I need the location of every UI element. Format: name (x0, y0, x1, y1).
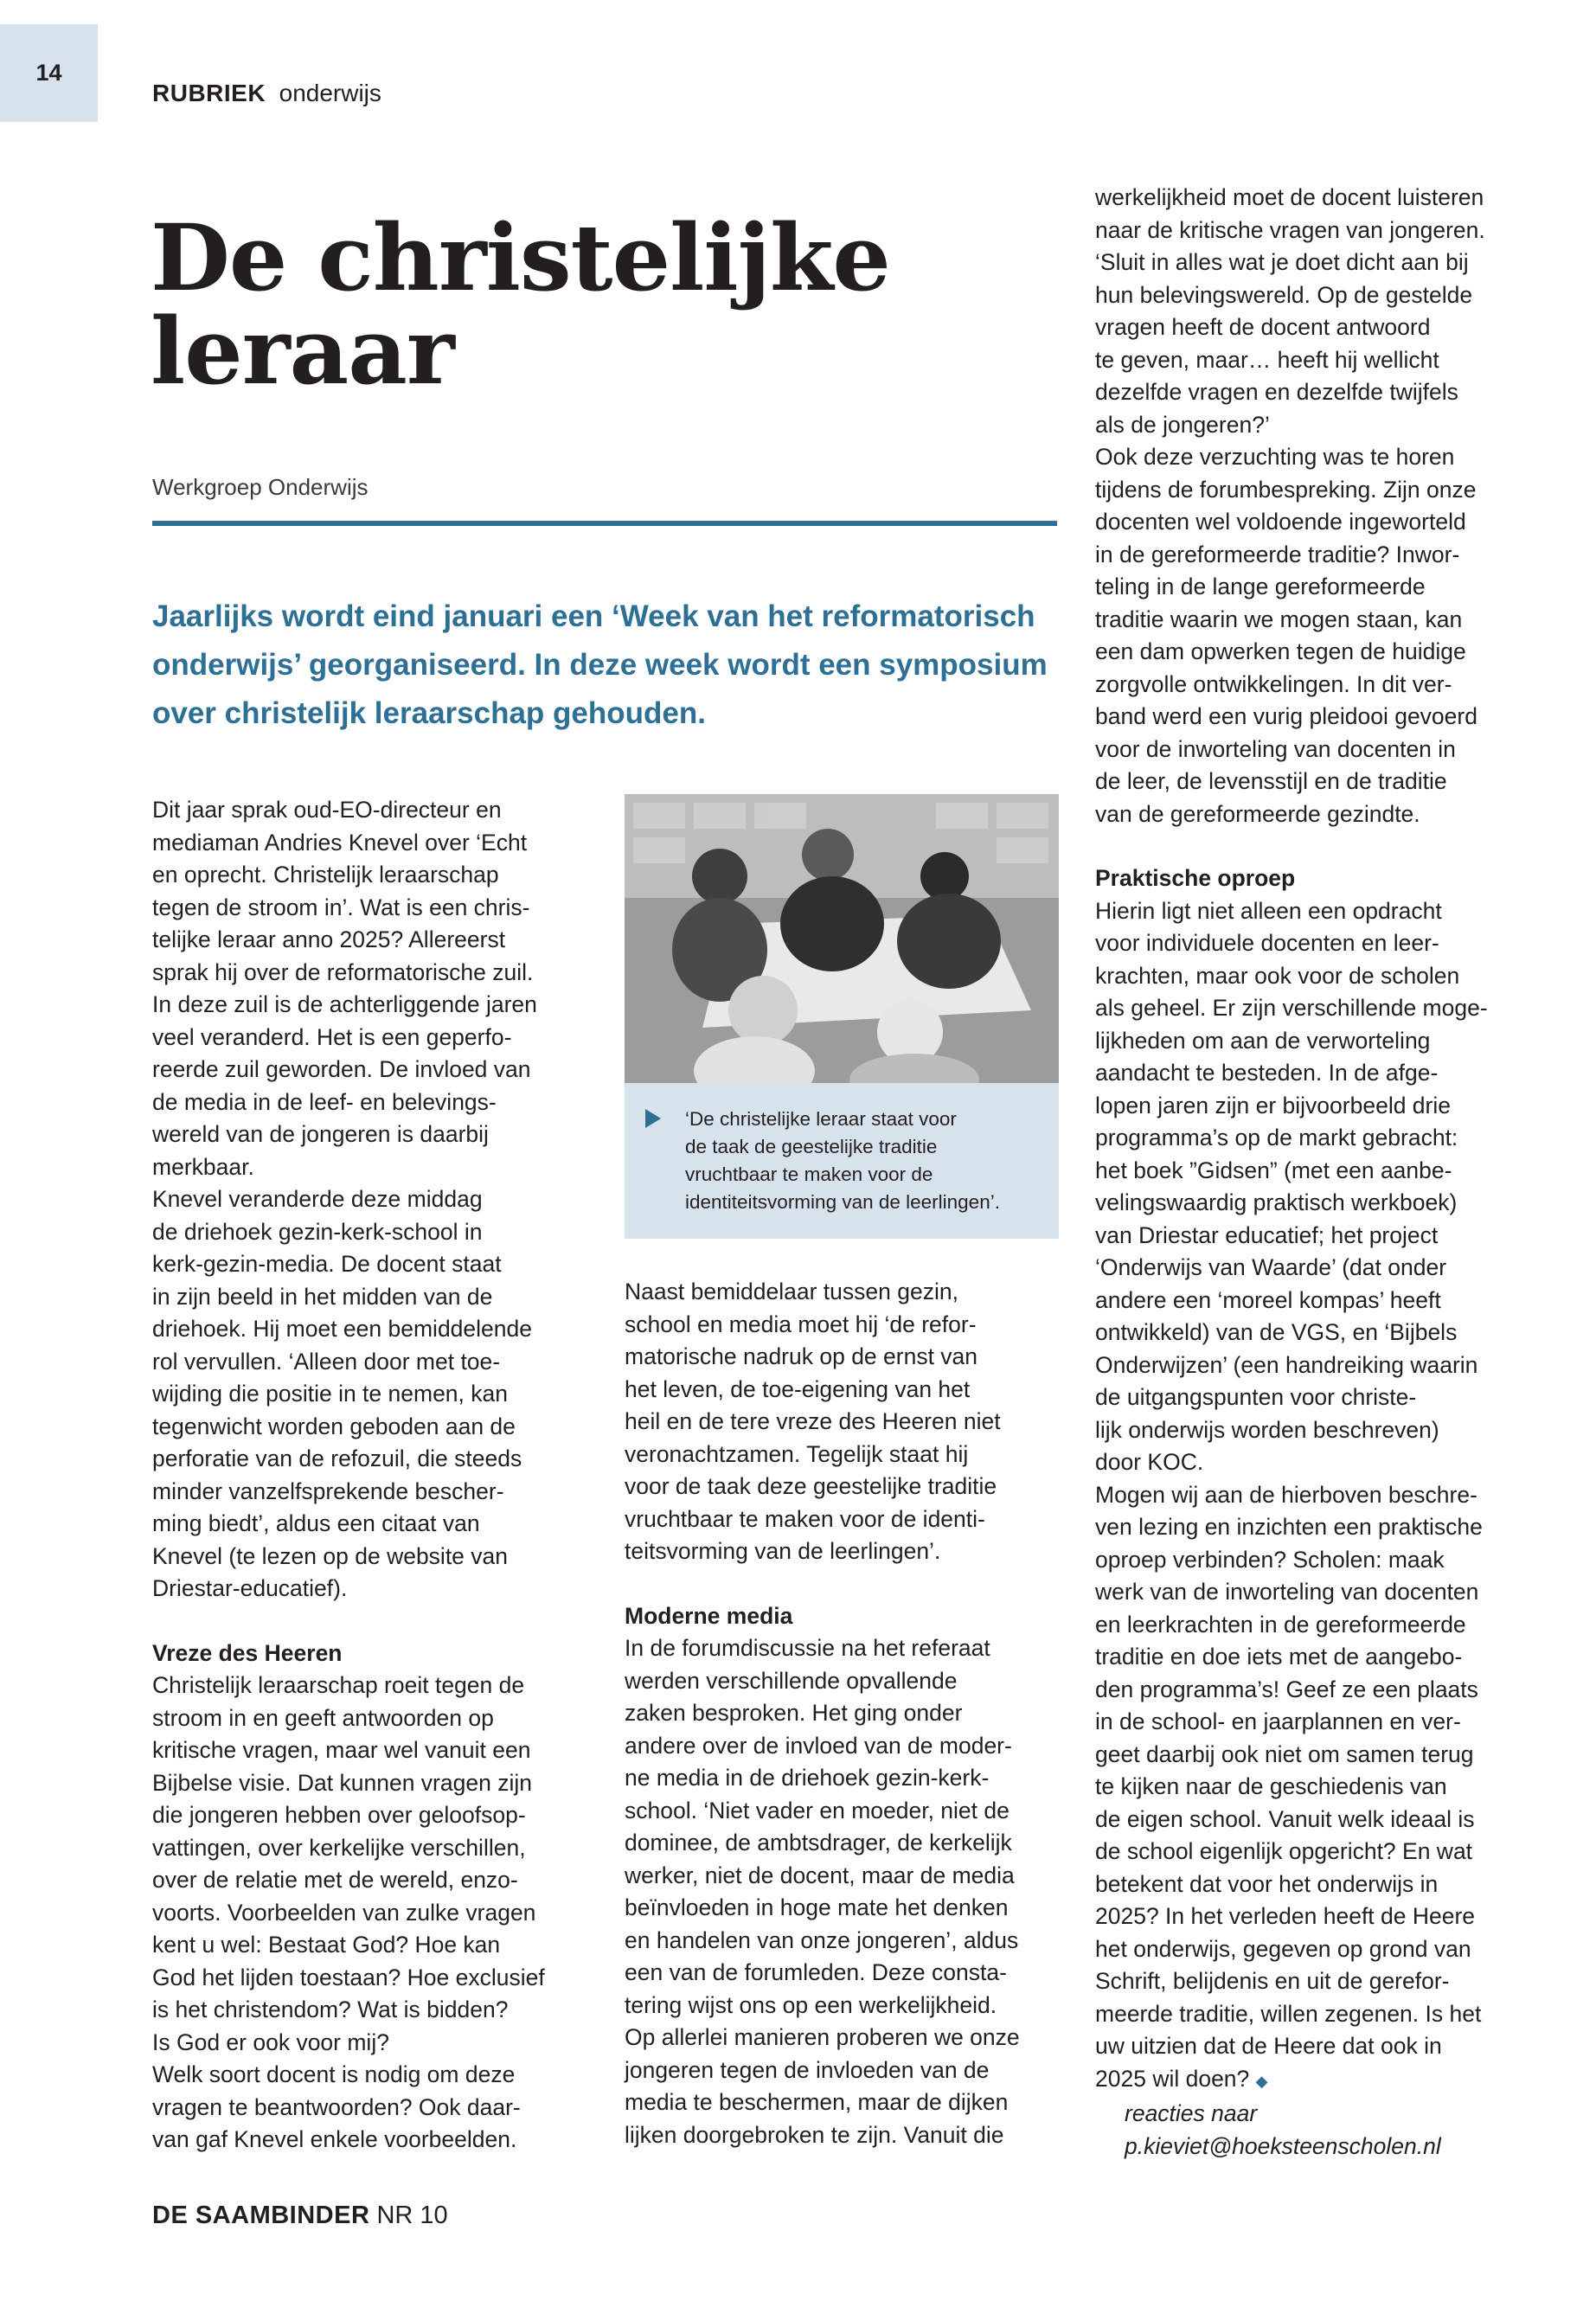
body-paragraph: Ook deze verzuchting was te horen tijdens de forumbespreking. Zijn onze docenten wel voldoende ingeworteld in de gereformeerde traditie? Inwor- teling in de lange gereformeerde traditie waarin we mogen staan, kan een dam opwerken tegen de huidige zorgvolle ontwikkelingen. In dit ver- band werd een vurig pleidooi gevoerd voor de inworteling van docenten in de leer, de levensstijl en de traditie van de gereformeerde gezindte. (1095, 444, 1477, 827)
column-2 (625, 1276, 1074, 2151)
photo-caption-text: ‘De christelijke leraar staat voor de taak de geestelijke traditie vruchtbaar te maken voor de identiteitsvorming van de leerlingen’. (685, 1108, 1000, 1213)
footer-magazine (152, 2202, 448, 2230)
body-paragraph: Naast bemiddelaar tussen gezin, school en media moet hij ‘de refor- matorische nadruk op de ernst van het leven, de toe-eigening van het heil en de tere vreze des Heeren niet veronachtzamen. Tegelijk staat hij voor de taak deze geestelijke traditie vruchtbaar te maken voor de identi- teitsvorming van de leerlingen’. (625, 1279, 1001, 1564)
lead-paragraph: Jaarlijks wordt eind januari een ‘Week van het reformatorisch onderwijs’ georganiseerd. In deze week wordt een symposium over christelijk leraarschap gehouden. (152, 599, 1048, 730)
reply-label: reacties naar (1125, 2100, 1258, 2126)
body-paragraph: Dit jaar sprak oud-EO-directeur en mediaman Andries Knevel over ‘Echt en oprecht. Christelijk leraarschap tegen de stroom in’. Wat is een chris- telijke leraar anno 2025? Allereerst sprak hij over de reformatorische zuil. In deze zuil is de achterliggende jaren veel veranderd. Het is een geperfo- reerde zuil geworden. De invloed van de media in de leef- en belevings- wereld van de jongeren is daarbij merkbaar. (152, 797, 537, 1180)
column-3 (1095, 182, 1545, 2163)
column-1 (152, 794, 602, 2157)
body-paragraph: Knevel veranderde deze middag de driehoek gezin-kerk-school in kerk-gezin-media. De docent staat in zijn beeld in het midden van de driehoek. Hij moet een bemiddelende rol vervullen. ‘Alleen door met toe- wijding die positie in te nemen, kan tegenwicht worden geboden aan de perforatie van de refozuil, die steeds minder vanzelfsprekende bescher- ming biedt’, aldus een citaat van Knevel (te lezen op de website van Driestar-educatief). (152, 1186, 532, 1601)
body-paragraph: Welk soort docent is nodig om deze vragen te beantwoorden? Ook daar- van gaf Knevel enkele voorbeelden. (152, 2061, 521, 2152)
page-number (0, 24, 98, 122)
section-label-prefix: RUBRIEK (152, 80, 266, 106)
body-paragraph-final (1095, 1479, 1545, 2099)
title-divider (152, 521, 1057, 526)
issue-number: NR 10 (376, 2202, 448, 2229)
body-paragraph: werkelijkheid moet de docent luisteren naar de kritische vragen van jongeren. ‘Sluit in alles wat je doet dicht aan bij hun belevingswereld. Op de gestelde vragen heeft de docent antwoord te geven, maar… heeft hij wellicht dezelfde vragen en dezelfde twijfels als de jongeren?’ (1095, 184, 1485, 438)
body-paragraph: Hierin ligt niet alleen een opdracht voor individuele docenten en leer- krachten, maar ook voor de scholen als geheel. Er zijn verschillende moge- lijkheden om aan de verworteling aandacht te besteden. In de afge- lopen jaren zijn er bijvoorbeeld drie programma’s op de markt gebracht: het boek ”Gidsen” (met een aanbe- velingswaardig praktisch werkboek) van Driestar educatief; het project ‘Onderwijs van Waarde’ (dat onder andere een ‘moreel kompas’ heeft ontwikkeld) van de VGS, en ‘Bijbels Onderwijzen’ (een handreiking waarin de uitgangspunten voor christe- lijk onderwijs worden beschreven) door KOC. (1095, 897, 1488, 1475)
caption-arrow-icon (645, 1109, 661, 1128)
final-paragraph-text: Mogen wij aan de hierboven beschre- ven lezing en inzichten een praktische oproep verbinden? Scholen: maak werk van de inworteling van docenten en leerkrachten in de gereformeerde traditie en doe iets met de aangebo- den programma’s! Geef ze een plaats in de school- en jaarplannen en ver- geet daarbij ook niet om samen terug te kijken naar de geschiedenis van de eigen school. Vanuit welk ideaal is de school eigenlijk opgericht? En wat betekent dat voor het onderwijs in 2025? In het verleden heeft de Heere het onderwijs, gegeven op grond van Schrift, belijdenis en uit de gerefor- meerde traditie, willen zegenen. Is het uw uitzien dat de Heere dat ook in 2025 wil doen? (1095, 1481, 1483, 2092)
section-label (152, 78, 381, 109)
photo-caption (625, 1083, 1059, 1239)
subheading-moderne-media: Moderne media (625, 1602, 793, 1629)
classroom-photo (625, 794, 1059, 1083)
article-title-line2: leraar (151, 297, 454, 405)
section-name: onderwijs (279, 80, 381, 106)
subheading-vreze: Vreze des Heeren (152, 1639, 343, 1666)
byline: Werkgroep Onderwijs (152, 474, 369, 500)
reply-email-link[interactable]: p.kieviet@hoeksteenscholen.nl (1125, 2132, 1441, 2159)
body-paragraph: In de forumdiscussie na het referaat werden verschillende opvallende zaken besproken. Het ging onder andere over de invloed van de moder- ne media in de driehoek gezin-kerk- school. ‘Niet vader en moeder, niet de dominee, de ambtsdrager, de kerkelijk werker, niet de docent, maar de media beïnvloeden in hoge mate het denken en handelen van onze jongeren’, aldus een van de forumleden. Deze consta- tering wijst ons op een werkelijkheid. Op allerlei manieren proberen we onze jongeren tegen de invloeden van de media te beschermen, maar de dijken lijken doorgebroken te zijn. Vanuit die (625, 1635, 1020, 2148)
body-paragraph: Christelijk leraarschap roeit tegen de stroom in en geeft antwoorden op kritische vragen, maar wel vanuit een Bijbelse visie. Dat kunnen vragen zijn die jongeren hebben over geloofsop- vattingen, over kerkelijke verschillen, over de relatie met de wereld, enzo- voorts. Voorbeelden van zulke vragen kent u wel: Bestaat God? Hoe kan God het lijden toestaan? Hoe exclusief is het christendom? Wat is bidden? Is God er ook voor mij? (152, 1672, 545, 2055)
article-title (151, 203, 1059, 405)
end-diamond-icon: ◆ (1255, 2072, 1268, 2090)
article-title-line1: De christelijke (151, 203, 890, 311)
magazine-name: DE SAAMBINDER (152, 2202, 370, 2229)
classroom-photo-image (625, 794, 1059, 1083)
subheading-praktische-oproep: Praktische oproep (1095, 865, 1296, 891)
page-number-text: 14 (35, 60, 62, 86)
